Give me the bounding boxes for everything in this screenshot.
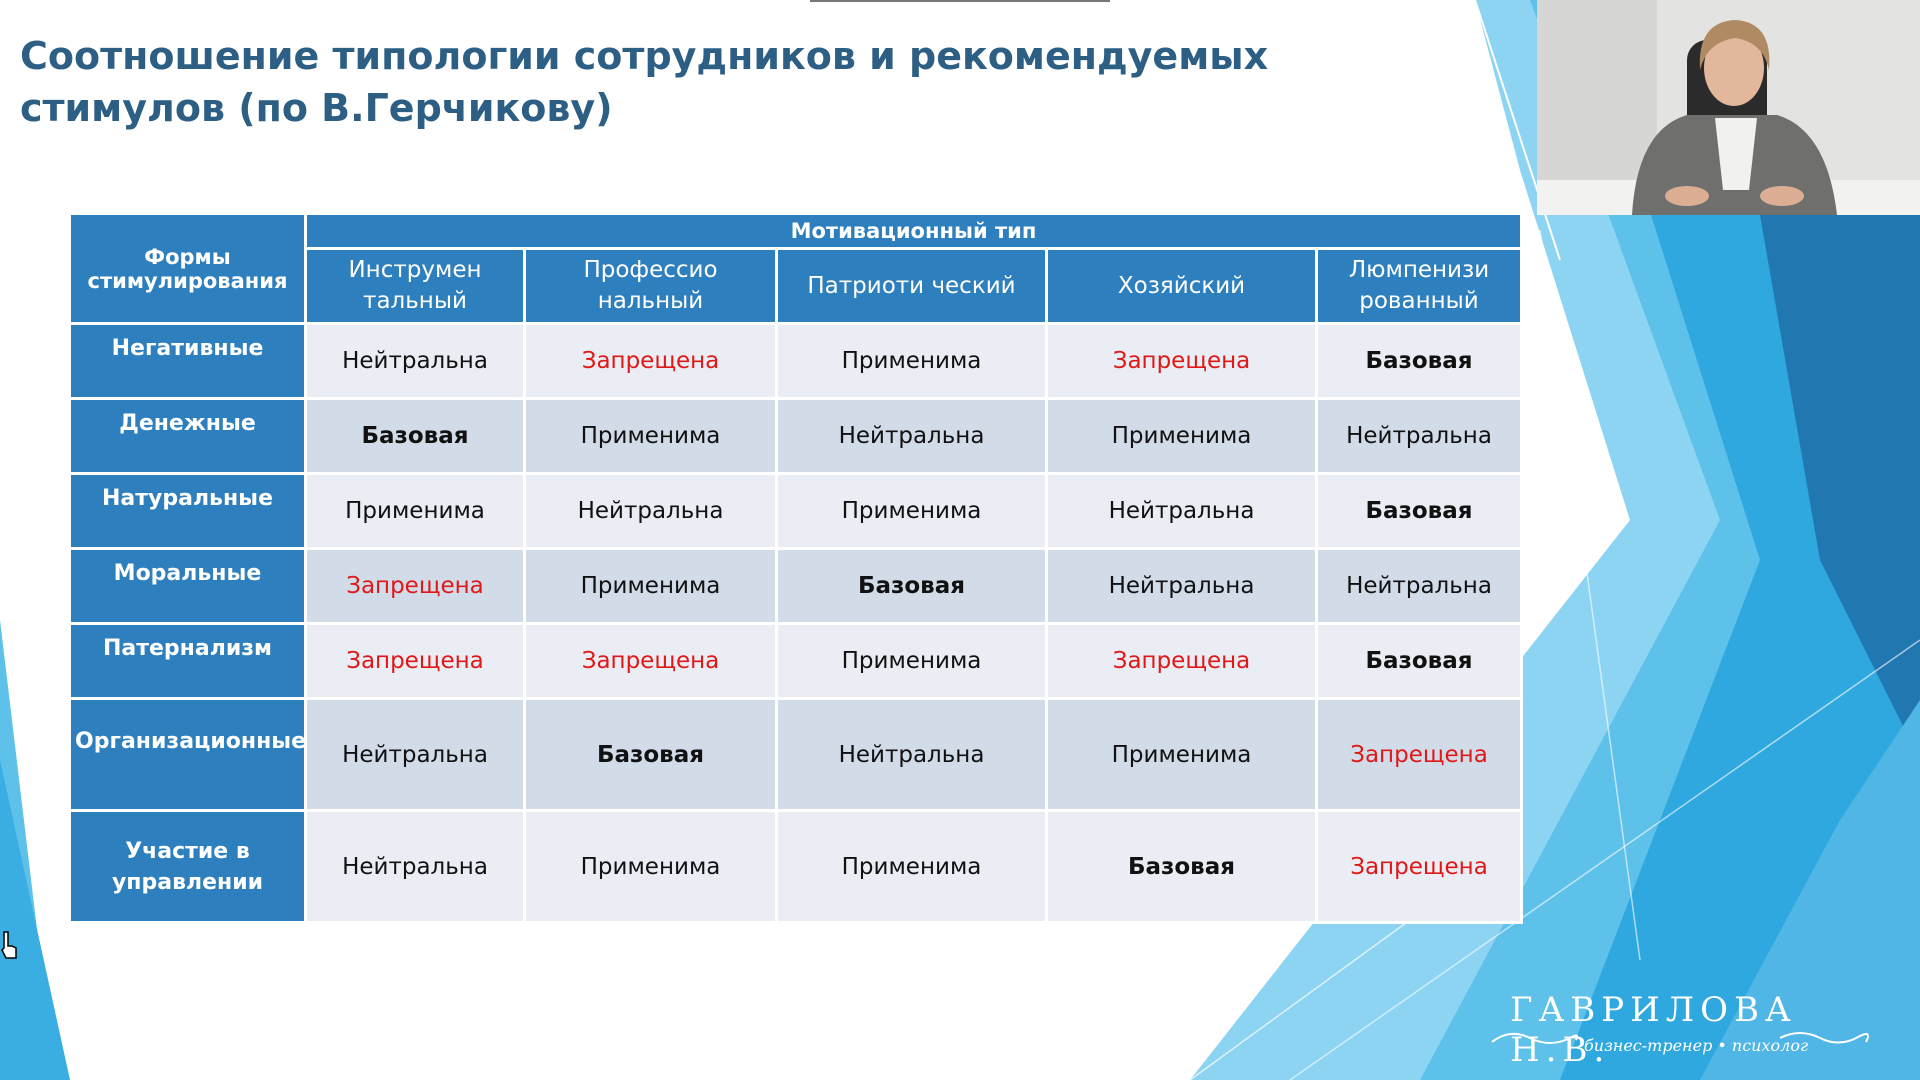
column-header-patriotic: Патриоти ческий (777, 249, 1047, 324)
table-cell: Нейтральна (1047, 474, 1317, 549)
table-cell: Применима (777, 474, 1047, 549)
table-cell: Применима (777, 811, 1047, 923)
table-cell: Нейтральна (306, 699, 525, 811)
column-header-professional: Профессио нальный (525, 249, 777, 324)
table-cell: Базовая (306, 399, 525, 474)
table-cell: Запрещена (525, 324, 777, 399)
row-header: Участие в управлении (70, 811, 306, 923)
table-cell: Применима (1047, 699, 1317, 811)
table-cell: Нейтральна (777, 399, 1047, 474)
table-cell: Нейтральна (306, 811, 525, 923)
table-cell: Применима (777, 624, 1047, 699)
table-cell: Запрещена (306, 624, 525, 699)
logo-subtitle: бизнес-тренер • психолог (1584, 1036, 1809, 1055)
table-cell: Запрещена (1047, 624, 1317, 699)
presenter-figure (1537, 0, 1920, 215)
table-cell: Применима (306, 474, 525, 549)
table-cell: Нейтральна (1047, 549, 1317, 624)
table-cell: Запрещена (525, 624, 777, 699)
column-header-lumpenized: Люмпенизи рованный (1317, 249, 1522, 324)
table-cell: Базовая (1317, 624, 1522, 699)
table-cell: Базовая (1317, 324, 1522, 399)
table-row-paternalism (70, 624, 1522, 699)
row-header: Негативные (70, 324, 306, 399)
table-cell: Применима (777, 324, 1047, 399)
table-row-monetary (70, 399, 1522, 474)
table-row-negative (70, 324, 1522, 399)
hand-cursor-icon (0, 930, 22, 966)
table-cell: Запрещена (1317, 811, 1522, 923)
presenter-video (1537, 0, 1920, 215)
table-cell: Базовая (1047, 811, 1317, 923)
table-row-organizational (70, 699, 1522, 811)
table-cell: Применима (525, 549, 777, 624)
table-cell: Нейтральна (1317, 549, 1522, 624)
table-cell: Запрещена (1317, 699, 1522, 811)
stimulus-typology-table (68, 212, 1523, 924)
brand-logo (1480, 980, 1900, 1070)
logo-name: ГАВРИЛОВА Н.В. (1510, 990, 1797, 1070)
table-cell: Нейтральна (777, 699, 1047, 811)
row-header: Натуральные (70, 474, 306, 549)
row-header: Денежные (70, 399, 306, 474)
column-header-instrumental: Инструмен тальный (306, 249, 525, 324)
table-row-moral (70, 549, 1522, 624)
table-cell: Базовая (525, 699, 777, 811)
table-cell: Нейтральна (525, 474, 777, 549)
group-header-motivation-type: Мотивационный тип (306, 214, 1522, 249)
table-cell: Нейтральна (1317, 399, 1522, 474)
column-header-master: Хозяйский (1047, 249, 1317, 324)
table-cell: Запрещена (1047, 324, 1317, 399)
row-header: Организационные (70, 699, 306, 811)
table-row-natural (70, 474, 1522, 549)
table-cell: Базовая (777, 549, 1047, 624)
slide-title: Соотношение типологии сотрудников и рекомендуемых стимулов (по В.Герчикову) (20, 34, 1269, 130)
table-cell: Применима (525, 811, 777, 923)
table-cell: Применима (525, 399, 777, 474)
table-cell: Запрещена (306, 549, 525, 624)
table-row-participation (70, 811, 1522, 923)
table-cell: Применима (1047, 399, 1317, 474)
table-cell: Нейтральна (306, 324, 525, 399)
row-header: Патернализм (70, 624, 306, 699)
table-cell: Базовая (1317, 474, 1522, 549)
corner-header-stimulus-forms: Формы стимулирования (70, 214, 306, 324)
row-header: Моральные (70, 549, 306, 624)
